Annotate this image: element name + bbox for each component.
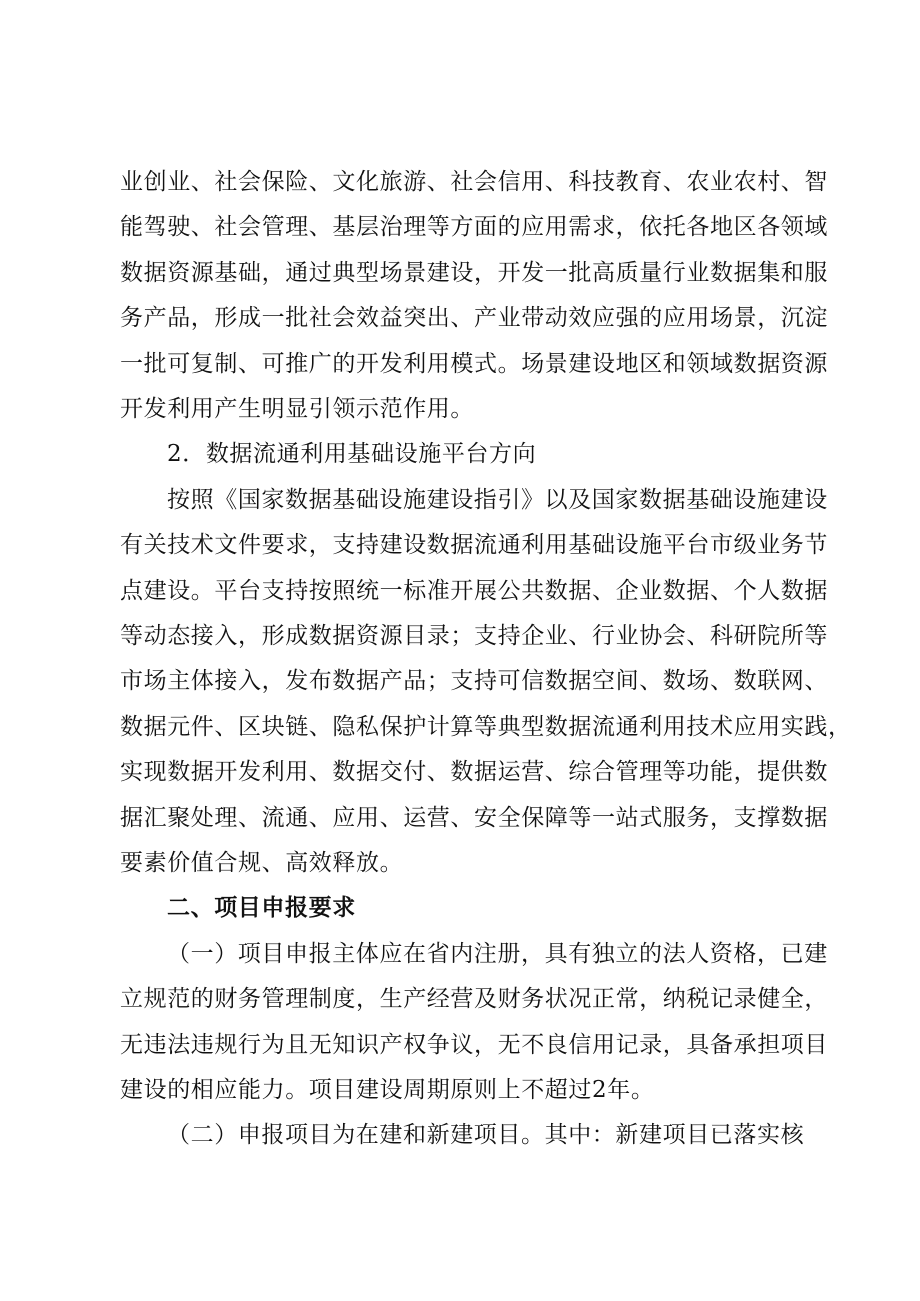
paragraph-line: 数据元件、区块链、隐私保护计算等典型数据流通利用技术应用实践， [120,714,852,740]
paragraph-line: 实现数据开发利用、数据交付、数据运营、综合管理等功能，提供数 [120,759,828,785]
paragraph-line: 能驾驶、社会管理、基层治理等方面的应用需求，依托各地区各领域 [120,214,828,240]
paragraph-line: 业创业、社会保险、文化旅游、社会信用、科技教育、农业农村、智 [120,169,828,195]
paragraph-line: 按照《国家数据基础设施建设指引》以及国家数据基础设施建设 [167,487,828,513]
paragraph-line: 开发利用产生明显引领示范作用。 [120,396,474,422]
paragraph-line: 建设的相应能力。项目建设周期原则上不超过2年。 [120,1077,655,1103]
paragraph-line: 一批可复制、可推广的开发利用模式。场景建设地区和领域数据资源 [120,351,828,377]
paragraph-line: 数据资源基础，通过典型场景建设，开发一批高质量行业数据集和服 [120,260,828,286]
section-heading: 2．数据流通利用基础设施平台方向 [167,441,537,467]
paragraph-line: 等动态接入，形成数据资源目录；支持企业、行业协会、科研院所等 [120,623,828,649]
paragraph-line: 市场主体接入，发布数据产品；支持可信数据空间、数场、数联网、 [120,668,828,694]
paragraph-line: 无违法违规行为且无知识产权争议，无不良信用记录，具备承担项目 [120,1032,828,1058]
paragraph-line: （一）项目申报主体应在省内注册，具有独立的法人资格，已建 [167,941,828,967]
paragraph-line: 务产品，形成一批社会效益突出、产业带动效应强的应用场景，沉淀 [120,305,828,331]
chapter-heading: 二、项目申报要求 [167,894,356,921]
paragraph-line: 立规范的财务管理制度，生产经营及财务状况正常，纳税记录健全， [120,986,828,1012]
paragraph-line: 有关技术文件要求，支持建设数据流通利用基础设施平台市级业务节 [120,532,828,558]
paragraph-line: 据汇聚处理、流通、应用、运营、安全保障等一站式服务，支撑数据 [120,805,828,831]
paragraph-line: （二）申报项目为在建和新建项目。其中：新建项目已落实核 [167,1122,805,1148]
paragraph-line: 要素价值合规、高效释放。 [120,850,404,876]
paragraph-line: 点建设。平台支持按照统一标准开展公共数据、企业数据、个人数据 [120,578,828,604]
